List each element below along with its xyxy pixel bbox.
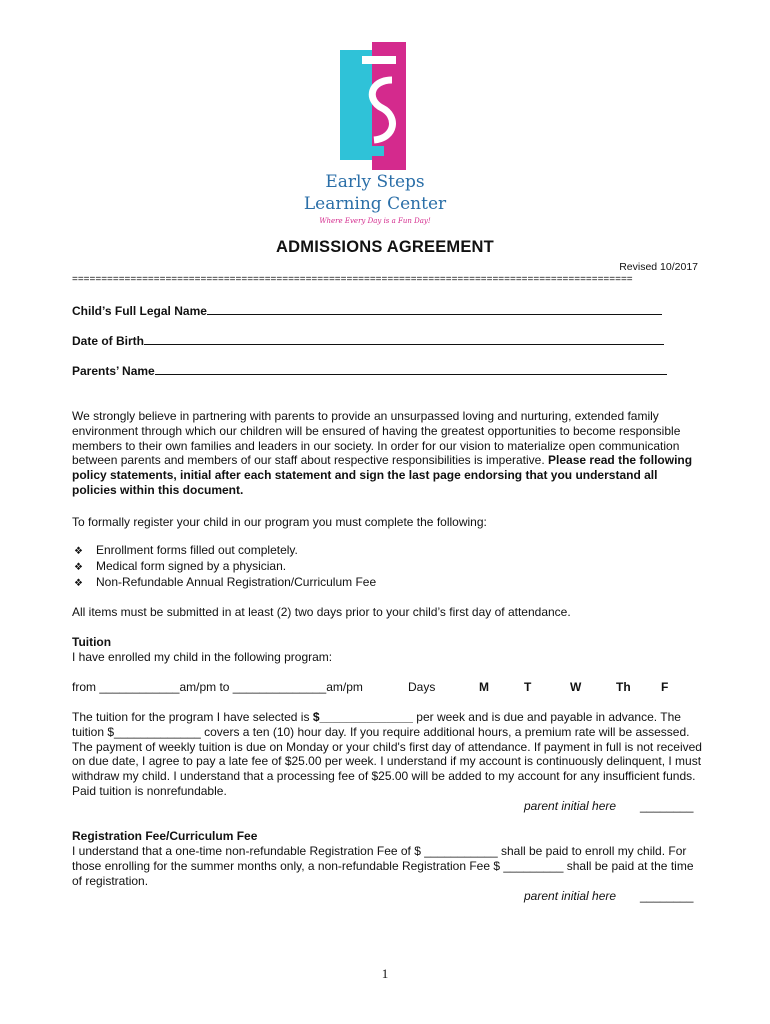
- tuition-per-week-text: per week and is due and payable in advance.: [416, 710, 658, 724]
- diamond-bullet-icon: ❖: [74, 546, 83, 557]
- parents-name-field[interactable]: [72, 363, 667, 378]
- date-of-birth-label: Date of Birth: [72, 334, 144, 348]
- day-monday[interactable]: M: [479, 680, 489, 694]
- list-item: ❖ Enrollment forms filled out completely.: [74, 543, 298, 557]
- day-wednesday[interactable]: W: [570, 680, 582, 694]
- child-name-field[interactable]: [72, 303, 662, 318]
- registration-initial-blank[interactable]: ________: [640, 889, 694, 903]
- tuition-amount-blank[interactable]: $______________: [312, 710, 413, 724]
- day-thursday[interactable]: Th: [616, 680, 631, 694]
- intro-paragraph: [72, 409, 702, 498]
- intro-bold-text: Please read the following policy statements, initial after each statement and sign the last page endorsing that you understand all policies within this document.: [72, 453, 693, 497]
- early-steps-logo: [300, 42, 450, 234]
- registration-body: I understand that a one-time non-refundable Registration Fee of $ ___________ shall be paid to enroll my child. For those enrolling for the summer months only, a non-refundable Registration Fee $ _________ shall be paid at the time of registration.: [72, 844, 694, 888]
- submit-text: All items must be submitted in at least (2) two days prior to your child’s first day of attendance.: [72, 605, 571, 619]
- tuition-paragraph: [72, 710, 702, 799]
- diamond-bullet-icon: ❖: [74, 578, 83, 589]
- date-of-birth-field[interactable]: [72, 333, 664, 348]
- page-number: 1: [381, 966, 389, 981]
- days-label: Days: [408, 680, 436, 694]
- child-name-label: Child’s Full Legal Name: [72, 304, 207, 318]
- list-item: ❖ Non-Refundable Annual Registration/Curriculum Fee: [74, 575, 377, 589]
- day-tuesday[interactable]: T: [524, 680, 532, 694]
- registration-initial-label: parent initial here: [524, 889, 617, 903]
- tuition-initial-blank[interactable]: ________: [640, 799, 694, 813]
- ampm-to-label: am/pm to: [179, 680, 230, 694]
- revised-date: Revised 10/2017: [619, 261, 698, 273]
- ampm-label: am/pm: [326, 680, 363, 694]
- tuition-enrolled-text: I have enrolled my child in the following program:: [72, 650, 333, 664]
- registration-heading: Registration Fee/Curriculum Fee: [72, 829, 258, 843]
- logo-line-1: Early Steps: [325, 172, 425, 192]
- tuition-heading: Tuition: [72, 635, 112, 649]
- from-time-blank[interactable]: ____________: [99, 680, 180, 694]
- to-time-blank[interactable]: ______________: [232, 680, 327, 694]
- program-hours-row: [72, 680, 363, 694]
- requirements-list: [74, 543, 376, 591]
- from-label: from: [72, 680, 96, 694]
- tuition-selected-text: The tuition for the program I have selected is: [72, 710, 310, 724]
- logo-line-2: Learning Center: [303, 194, 447, 214]
- tuition-initial-label: parent initial here: [524, 799, 617, 813]
- parents-name-label: Parents’ Name: [72, 364, 155, 378]
- page-title: ADMISSIONS AGREEMENT: [276, 238, 494, 256]
- tuition-body: The tuition $_____________ covers a ten (10) hour day. If you require additional hours, a premium rate will be assessed. The payment of weekly tuition is due on Monday or your child's first day of attendance. If payment in full is not received on due date, I agree to pay a late fee of $25.00 per week. I understand if my account is continuously delinquent, I must withdraw my child. I understand that a processing fee of $25.00 will be added to my account for any insufficient funds. Paid tuition is nonrefundable.: [72, 710, 702, 798]
- list-item: ❖ Medical form signed by a physician.: [74, 559, 287, 573]
- parents-name-line[interactable]: [155, 363, 667, 375]
- register-text: To formally register your child in our program you must complete the following:: [72, 515, 487, 529]
- diamond-bullet-icon: ❖: [74, 562, 83, 573]
- logo-graphic: [300, 42, 450, 172]
- day-friday[interactable]: F: [661, 680, 669, 694]
- logo-tagline: Where Every Day is a Fun Day!: [319, 217, 431, 225]
- separator-line: ================================================================================================: [72, 274, 633, 285]
- intro-text: We strongly believe in partnering with parents to provide an unsurpassed loving and nurturing, extended family environment through which our children will be ensured of having the greatest opportunities to become responsible members to their own families and leaders in our society. In order for our vision to materialize open communication between parents and members of our staff about respective responsibilities is imperative.: [72, 409, 681, 468]
- date-of-birth-line[interactable]: [144, 333, 664, 345]
- child-name-line[interactable]: [207, 303, 662, 315]
